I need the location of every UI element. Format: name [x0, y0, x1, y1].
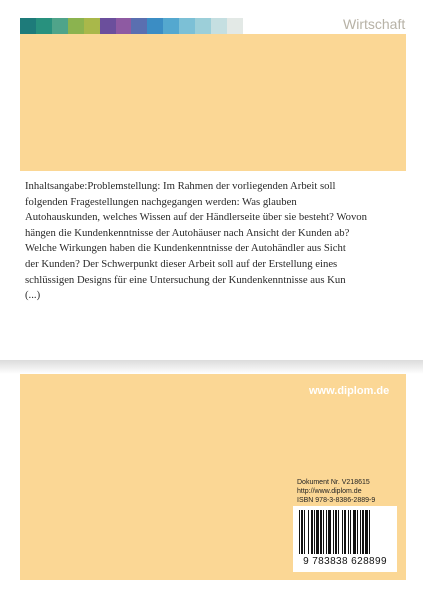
- isbn: ISBN 978-3-8386-2889-9: [297, 497, 376, 504]
- color-stripe: [100, 18, 116, 34]
- color-stripe-bar: [20, 18, 243, 34]
- publisher-url: www.diplom.de: [309, 385, 390, 397]
- barcode-bar: [362, 510, 364, 554]
- barcode-bar: [299, 510, 300, 554]
- document-number: Dokument Nr. V218615: [297, 479, 370, 486]
- barcode-bar: [342, 510, 343, 554]
- barcode-bar: [348, 510, 349, 554]
- document-url: http://www.diplom.de: [297, 488, 362, 495]
- barcode-bar: [350, 510, 351, 554]
- barcode-bar: [365, 510, 368, 554]
- barcode-bar: [326, 510, 327, 554]
- barcode-number: 9 783838 628899: [303, 556, 387, 567]
- color-stripe: [163, 18, 179, 34]
- blurb-line: hängen die Kundenkenntnisse der Autohäuser nach Ansicht der Kunden ab?: [25, 226, 350, 239]
- barcode-bar: [308, 510, 309, 554]
- color-stripe: [227, 18, 243, 34]
- barcode-bar: [344, 510, 346, 554]
- blurb-line: folgenden Fragestellungen nachgegangen werden: Was glauben: [25, 195, 297, 208]
- barcode-bar: [328, 510, 331, 554]
- barcode-bar: [323, 510, 324, 554]
- book-blurb: [25, 179, 405, 304]
- color-stripe: [147, 18, 163, 34]
- color-stripe: [116, 18, 132, 34]
- blurb-line: schlüssigen Designs für eine Untersuchung der Kundenkenntnisse aus Kun: [25, 273, 346, 286]
- barcode-bar: [360, 510, 361, 554]
- blurb-line: Autohauskunden, welches Wissen auf der Händlerseite über sie besteht? Wovon: [25, 211, 367, 224]
- barcode-bar: [357, 510, 358, 554]
- fold-shadow: [0, 360, 423, 374]
- barcode-bar: [338, 510, 339, 554]
- color-stripe: [211, 18, 227, 34]
- color-stripe: [20, 18, 36, 34]
- color-stripe: [36, 18, 52, 34]
- blurb-line: Inhaltsangabe:Problemstellung: Im Rahmen der vorliegenden Arbeit soll: [25, 180, 336, 192]
- barcode-bar: [304, 510, 305, 554]
- category-label: Wirtschaft: [343, 16, 406, 32]
- color-stripe: [68, 18, 84, 34]
- barcode-bar: [320, 510, 322, 554]
- barcode-bar: [314, 510, 315, 554]
- barcode-bar: [369, 510, 370, 554]
- color-stripe: [84, 18, 100, 34]
- color-stripe: [195, 18, 211, 34]
- barcode-bar: [335, 510, 337, 554]
- barcode-bar: [316, 510, 319, 554]
- top-color-panel: [20, 34, 406, 171]
- color-stripe: [52, 18, 68, 34]
- barcode-bar: [301, 510, 303, 554]
- barcode-bars: [299, 510, 391, 556]
- barcode-bar: [311, 510, 313, 554]
- blurb-line: (...): [25, 289, 41, 302]
- document-info: [297, 478, 375, 505]
- blurb-line: Welche Wirkungen haben die Kundenkenntnisse der Autohändler aus Sicht: [25, 242, 346, 255]
- blurb-line: der Kunden? Der Schwerpunkt dieser Arbeit soll auf der Erstellung eines: [25, 257, 338, 270]
- color-stripe: [131, 18, 147, 34]
- barcode: [293, 506, 397, 572]
- barcode-bar: [333, 510, 334, 554]
- barcode-bar: [353, 510, 356, 554]
- color-stripe: [179, 18, 195, 34]
